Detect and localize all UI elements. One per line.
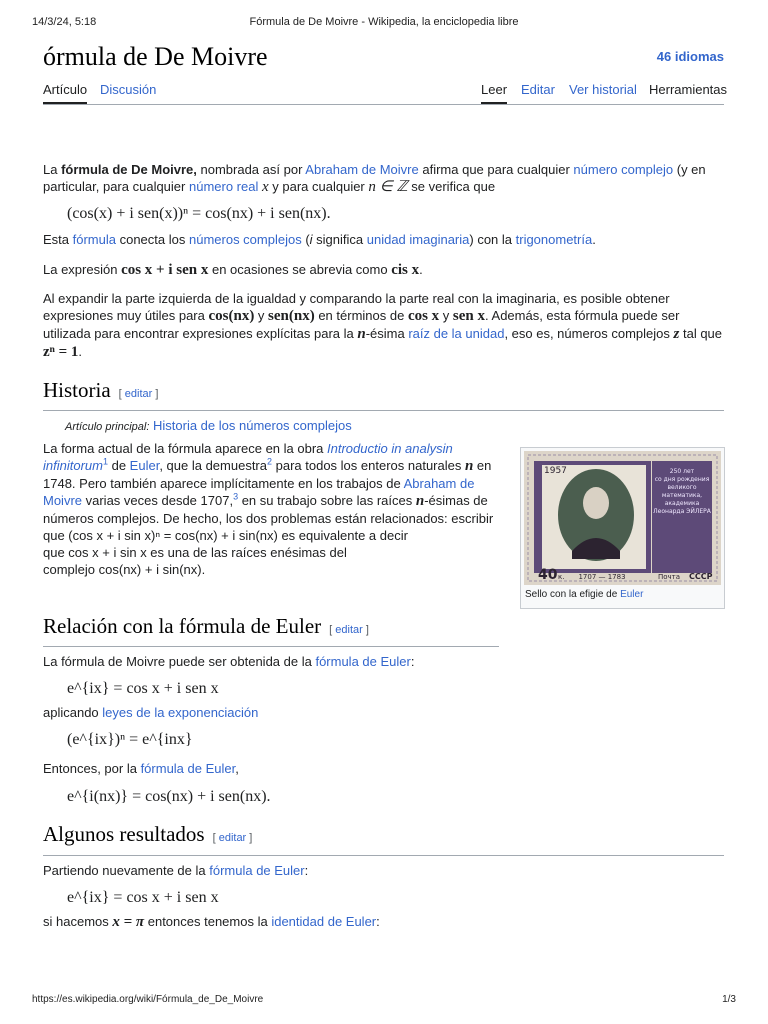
text: , [235,761,239,776]
text: (y en particular, para cualquier [43,162,706,194]
link-leyes-exponenciacion[interactable]: leyes de la exponenciación [102,705,259,720]
tab-leer[interactable]: Leer [481,82,507,104]
text: Partiendo nuevamente de la [43,863,210,878]
ref-2[interactable]: 2 [267,456,273,467]
edit-link-resultados[interactable]: [ editar ] [212,832,253,844]
text: ) con la [469,232,516,247]
formula-exponent: (e^{ix})ⁿ = e^{inx} [67,731,193,748]
intro-paragraph-1 [43,161,724,196]
text: aplicando [43,705,103,720]
text-line: que (cos x + i sin x)ⁿ = cos(nx) + i sin(nx) es equivalente a decir [43,528,408,543]
edit-link-text[interactable]: editar [124,388,153,400]
section-resultados-heading [43,822,724,847]
edit-link-text[interactable]: editar [218,832,247,844]
text: -ésima [365,326,409,341]
text: La fórmula de Moivre puede ser obtenida de la [43,654,316,669]
thumbnail-caption [525,589,643,600]
math-i: i [309,232,313,247]
bold-term: fórmula de De Moivre, [61,162,197,177]
text: , eso es, números complejos [504,326,674,341]
math-sen-nx: sen(nx) [268,308,315,324]
text: en 1748. Pero también aparece implícitamente en los trabajos de [43,458,492,491]
tab-articulo[interactable]: Artículo [43,82,87,104]
text: para todos los enteros naturales [272,458,465,473]
text: se verifica que [407,179,496,194]
link-formula[interactable]: fórmula [72,232,116,247]
math-sen-x: sen x [452,308,486,324]
text: varias veces desde 1707, [82,493,234,508]
link-euler[interactable]: Euler [129,458,160,473]
formula-euler: e^{ix} = cos x + i sen x [67,680,219,697]
caption-link-euler[interactable]: Euler [620,589,644,600]
text: y [254,308,269,323]
stamp-text-line: математика, [661,492,703,499]
link-abraham-de-moivre-2[interactable]: Abraham de Moivre [43,476,475,508]
formula-de-moivre: (cos(x) + i sen(x))ⁿ = cos(nx) + i sen(nx). [67,205,331,222]
stamp-unit: к. [558,573,565,581]
text: significa [312,232,367,247]
text: conecta los [115,232,189,247]
text: : [410,654,415,669]
text: La [43,162,62,177]
link-introductio[interactable]: Introductio in analysin infinitorum [43,441,453,473]
historia-paragraph [43,440,503,578]
text: La forma actual de la fórmula aparece en la obra [43,441,328,456]
text: Al expandir la parte izquierda de la igualdad y comparando la parte real con la imaginaria, es posible obtener expresiones muy útiles para [43,291,670,323]
edit-link-text[interactable]: editar [335,624,363,636]
text: en su trabajo sobre las raíces [238,493,416,508]
tab-discusion[interactable]: Discusión [100,82,157,97]
heading-resultados: Algunos resultados [43,822,205,846]
intro-paragraph-3 [43,261,724,279]
link-unidad-imaginaria[interactable]: unidad imaginaria [366,232,470,247]
caption-text: Sello con la efigie de [525,589,621,600]
stamp-text-line: Леонарда ЭЙЛЕРА [653,508,711,515]
euler-stamp-thumbnail [520,447,725,609]
tools-menu[interactable]: Herramientas [649,82,728,97]
text: tal que [679,326,723,341]
stamp-text-line: со дня рождения [654,476,710,483]
print-datetime: 14/3/24, 5:18 [32,16,97,28]
edit-link-euler[interactable]: [ editar ] [329,624,369,636]
text: . [592,232,596,247]
math-x-pi: x = π [112,914,145,930]
resultados-paragraph-2 [43,913,724,931]
link-numero-real[interactable]: número real [188,179,259,194]
text: en términos de [314,308,408,323]
text: : [304,863,309,878]
link-identidad-de-euler[interactable]: identidad de Euler [271,914,377,929]
section-divider [43,410,724,411]
hatnote-label: Artículo principal: [65,421,150,433]
math-n: n [357,326,366,342]
text: . Además, esta fórmula puede ser utilizada para encontrar expresiones explícitas para la [43,308,680,341]
page-title: órmula de De Moivre [43,42,268,71]
math-cos-nx: cos(nx) [208,308,255,324]
text: y [439,308,453,323]
text: de [107,458,130,473]
intro-paragraph-2 [43,231,724,248]
math-n-2: n [415,493,425,509]
math-z-n-1: zⁿ = 1 [43,344,79,360]
stamp-country: СССР [689,572,713,581]
link-formula-de-euler-2[interactable]: fórmula de Euler [140,761,236,776]
text: ( [301,232,310,247]
page-tabs [43,82,728,105]
math-n-in-z: n ∈ ℤ [368,179,408,195]
text: y para cualquier [268,179,369,194]
math-cis: cis x [391,262,420,278]
text: -ésimas de números complejos. De hecho, los dos problemas están relacionados: escribir [43,493,494,526]
stamp-text-line: академика [664,500,700,507]
ref-1[interactable]: 1 [102,456,108,467]
heading-historia: Historia [43,378,111,402]
text-line: que cos x + i sin x es una de las raíces enésimas del [43,545,347,560]
stamp-text-line: великого [667,484,697,491]
link-numeros-complejos[interactable]: números complejos [188,232,302,247]
text: . [78,344,83,359]
print-url: https://es.wikipedia.org/wiki/Fórmula_de_De_Moivre [32,994,264,1005]
text: Esta [43,232,73,247]
text: nombrada así por [196,162,306,177]
heading-euler: Relación con la fórmula de Euler [43,614,322,638]
text: . [419,262,423,277]
section-divider [43,855,724,856]
formula-euler-nx: e^{i(nx)} = cos(nx) + i sen(nx). [67,788,271,805]
hatnote [65,418,352,433]
euler-paragraph-1 [43,653,724,670]
text: , que la demuestra [159,458,267,473]
link-formula-de-euler-3[interactable]: fórmula de Euler [209,863,305,878]
stamp-post: Почта [658,573,681,581]
text: en ocasiones se abrevia como [208,262,392,277]
stamp-dates: 1707 — 1783 [578,573,626,581]
link-raiz-de-la-unidad[interactable]: raíz de la unidad [408,326,505,341]
languages-button[interactable]: 46 idiomas [656,49,724,64]
print-page-title: Fórmula de De Moivre - Wikipedia, la enciclopedia libre [249,16,519,28]
section-divider [43,646,499,647]
math-z: z [673,326,680,342]
text: entonces tenemos la [144,914,272,929]
euler-paragraph-2 [43,704,724,721]
link-abraham-de-moivre[interactable]: Abraham de Moivre [305,162,419,177]
text: La expresión [43,262,122,277]
edit-link-historia[interactable]: [ editar ] [118,388,159,400]
stamp-year: 1957 [544,466,567,476]
math-x: x [261,179,269,195]
section-historia-heading [43,378,724,403]
text: : [376,914,380,929]
print-page-number: 1/3 [722,994,736,1005]
text-line: complejo cos(nx) + i sin(nx). [43,562,206,577]
euler-paragraph-3 [43,760,724,777]
link-historia-numeros-complejos[interactable]: Historia de los números complejos [153,418,352,433]
math-cos-x: cos x [407,308,440,324]
link-formula-de-euler[interactable]: fórmula de Euler [315,654,411,669]
text: afirma que para cualquier [418,162,574,177]
math-n: n [464,458,474,474]
tab-historial[interactable]: Ver historial [569,82,637,97]
stamp-text-line: 250 лет [669,468,695,475]
intro-paragraph-4 [43,290,724,361]
euler-stamp-image[interactable] [524,451,721,585]
link-trigonometria[interactable]: trigonometría [515,232,593,247]
math-cos-isen: cos x + i sen x [121,262,209,278]
stamp-value: 40 [538,567,558,583]
text: si hacemos [43,914,113,929]
ref-3[interactable]: 3 [233,491,239,502]
section-euler-heading [43,614,499,639]
text: Entonces, por la [43,761,141,776]
resultados-paragraph-1 [43,862,724,879]
formula-euler-2: e^{ix} = cos x + i sen x [67,889,219,906]
stamp-illustration [524,451,721,585]
tab-editar[interactable]: Editar [521,82,555,97]
link-numero-complejo[interactable]: número complejo [573,162,674,177]
